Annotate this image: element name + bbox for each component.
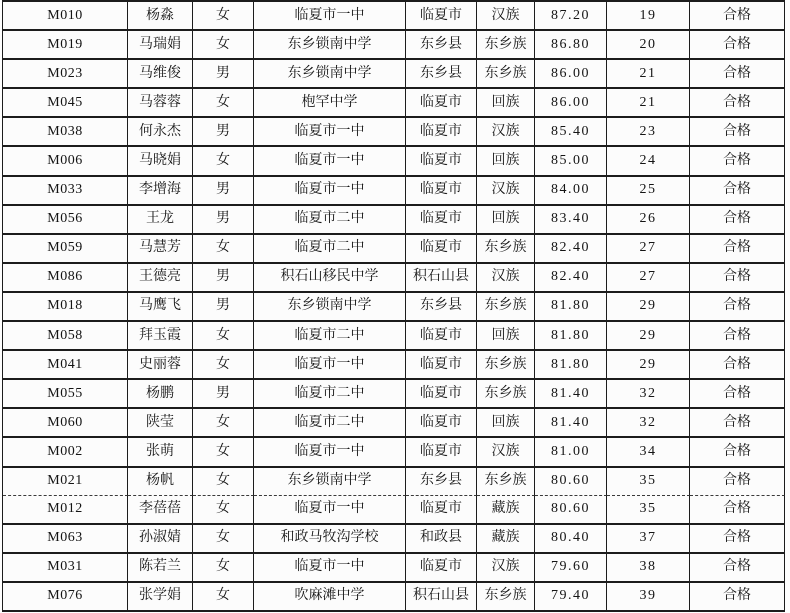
table-body — [3, 2, 785, 612]
cell-name: 张学娟 — [128, 583, 193, 612]
cell-score: 81.00 — [535, 438, 607, 467]
cell-gender: 女 — [193, 322, 254, 351]
cell-school: 临夏市一中 — [254, 2, 406, 31]
cell-candidate-id: M006 — [3, 147, 128, 176]
cell-status-badge: 合格 — [690, 206, 785, 235]
cell-school: 积石山移民中学 — [254, 264, 406, 293]
cell-county: 临夏市 — [406, 380, 477, 409]
cell-ethnicity: 汉族 — [477, 438, 535, 467]
cell-gender: 女 — [193, 525, 254, 554]
cell-name: 马慧芳 — [128, 235, 193, 264]
cell-name: 史丽蓉 — [128, 351, 193, 380]
cell-candidate-id: M056 — [3, 206, 128, 235]
cell-gender: 女 — [193, 235, 254, 264]
cell-name: 马鹰飞 — [128, 293, 193, 322]
cell-ethnicity: 东乡族 — [477, 468, 535, 496]
table-row — [3, 380, 785, 409]
table-row — [3, 322, 785, 351]
cell-name: 何永杰 — [128, 118, 193, 147]
table-row — [3, 468, 785, 496]
cell-candidate-id: M038 — [3, 118, 128, 147]
cell-name: 马维俊 — [128, 60, 193, 89]
cell-school: 临夏市二中 — [254, 380, 406, 409]
cell-county: 和政县 — [406, 525, 477, 554]
cell-score: 86.00 — [535, 60, 607, 89]
cell-school: 临夏市二中 — [254, 322, 406, 351]
cell-school: 临夏市一中 — [254, 554, 406, 583]
cell-name: 杨帆 — [128, 468, 193, 496]
cell-status-badge: 合格 — [690, 177, 785, 206]
cell-ethnicity: 回族 — [477, 322, 535, 351]
cell-score: 86.80 — [535, 31, 607, 60]
cell-name: 杨鹏 — [128, 380, 193, 409]
cell-name: 李增海 — [128, 177, 193, 206]
cell-status-badge: 合格 — [690, 118, 785, 147]
cell-gender: 男 — [193, 60, 254, 89]
cell-name: 杨淼 — [128, 2, 193, 31]
cell-name: 马晓娟 — [128, 147, 193, 176]
cell-score: 86.00 — [535, 89, 607, 118]
cell-name: 马瑞娟 — [128, 31, 193, 60]
cell-gender: 女 — [193, 583, 254, 612]
cell-school: 东乡锁南中学 — [254, 60, 406, 89]
cell-candidate-id: M023 — [3, 60, 128, 89]
cell-ethnicity: 东乡族 — [477, 31, 535, 60]
cell-ethnicity: 汉族 — [477, 177, 535, 206]
cell-rank: 27 — [607, 264, 690, 293]
cell-rank: 37 — [607, 525, 690, 554]
cell-candidate-id: M060 — [3, 409, 128, 438]
cell-school: 临夏市一中 — [254, 118, 406, 147]
cell-county: 东乡县 — [406, 468, 477, 496]
cell-county: 积石山县 — [406, 583, 477, 612]
cell-county: 临夏市 — [406, 438, 477, 467]
cell-score: 85.40 — [535, 118, 607, 147]
qualification-score-table — [2, 0, 785, 612]
cell-status-badge: 合格 — [690, 89, 785, 118]
table-row — [3, 525, 785, 554]
cell-rank: 29 — [607, 322, 690, 351]
table-row — [3, 177, 785, 206]
cell-status-badge: 合格 — [690, 293, 785, 322]
cell-candidate-id: M063 — [3, 525, 128, 554]
cell-rank: 26 — [607, 206, 690, 235]
cell-rank: 34 — [607, 438, 690, 467]
cell-name: 陈若兰 — [128, 554, 193, 583]
cell-county: 临夏市 — [406, 206, 477, 235]
cell-county: 临夏市 — [406, 177, 477, 206]
cell-school: 临夏市一中 — [254, 147, 406, 176]
cell-county: 临夏市 — [406, 554, 477, 583]
cell-gender: 男 — [193, 293, 254, 322]
cell-candidate-id: M012 — [3, 496, 128, 525]
cell-candidate-id: M018 — [3, 293, 128, 322]
cell-gender: 男 — [193, 264, 254, 293]
cell-status-badge: 合格 — [690, 525, 785, 554]
cell-ethnicity: 汉族 — [477, 554, 535, 583]
cell-gender: 女 — [193, 554, 254, 583]
cell-candidate-id: M031 — [3, 554, 128, 583]
cell-ethnicity: 藏族 — [477, 525, 535, 554]
cell-score: 79.40 — [535, 583, 607, 612]
cell-candidate-id: M045 — [3, 89, 128, 118]
cell-score: 81.80 — [535, 322, 607, 351]
cell-rank: 32 — [607, 409, 690, 438]
cell-gender: 女 — [193, 2, 254, 31]
cell-score: 80.40 — [535, 525, 607, 554]
cell-gender: 女 — [193, 89, 254, 118]
cell-ethnicity: 东乡族 — [477, 60, 535, 89]
table-row — [3, 264, 785, 293]
cell-gender: 女 — [193, 147, 254, 176]
cell-ethnicity: 回族 — [477, 89, 535, 118]
cell-score: 84.00 — [535, 177, 607, 206]
cell-ethnicity: 东乡族 — [477, 235, 535, 264]
cell-status-badge: 合格 — [690, 147, 785, 176]
cell-county: 东乡县 — [406, 31, 477, 60]
cell-status-badge: 合格 — [690, 351, 785, 380]
cell-candidate-id: M041 — [3, 351, 128, 380]
table-row — [3, 438, 785, 467]
cell-school: 吹麻滩中学 — [254, 583, 406, 612]
cell-name: 张萌 — [128, 438, 193, 467]
cell-gender: 女 — [193, 351, 254, 380]
table-row — [3, 496, 785, 525]
cell-school: 临夏市二中 — [254, 206, 406, 235]
cell-ethnicity: 回族 — [477, 409, 535, 438]
cell-status-badge: 合格 — [690, 31, 785, 60]
cell-ethnicity: 回族 — [477, 147, 535, 176]
cell-county: 东乡县 — [406, 60, 477, 89]
cell-county: 积石山县 — [406, 264, 477, 293]
cell-ethnicity: 东乡族 — [477, 583, 535, 612]
table-row — [3, 206, 785, 235]
cell-gender: 女 — [193, 438, 254, 467]
cell-candidate-id: M002 — [3, 438, 128, 467]
cell-rank: 35 — [607, 468, 690, 496]
cell-score: 85.00 — [535, 147, 607, 176]
cell-ethnicity: 东乡族 — [477, 380, 535, 409]
cell-name: 李蓓蓓 — [128, 496, 193, 525]
cell-status-badge: 合格 — [690, 468, 785, 496]
cell-score: 83.40 — [535, 206, 607, 235]
cell-rank: 38 — [607, 554, 690, 583]
table-row — [3, 583, 785, 612]
cell-status-badge: 合格 — [690, 60, 785, 89]
cell-county: 临夏市 — [406, 351, 477, 380]
cell-county: 临夏市 — [406, 147, 477, 176]
table-row — [3, 554, 785, 583]
cell-school: 临夏市二中 — [254, 235, 406, 264]
cell-score: 81.40 — [535, 380, 607, 409]
cell-rank: 23 — [607, 118, 690, 147]
cell-status-badge: 合格 — [690, 2, 785, 31]
table-row — [3, 147, 785, 176]
cell-rank: 21 — [607, 60, 690, 89]
cell-gender: 女 — [193, 31, 254, 60]
cell-score: 80.60 — [535, 468, 607, 496]
cell-status-badge: 合格 — [690, 438, 785, 467]
cell-school: 临夏市一中 — [254, 496, 406, 525]
cell-name: 王德亮 — [128, 264, 193, 293]
cell-ethnicity: 汉族 — [477, 2, 535, 31]
cell-school: 枹罕中学 — [254, 89, 406, 118]
cell-gender: 男 — [193, 380, 254, 409]
table-row — [3, 293, 785, 322]
cell-status-badge: 合格 — [690, 583, 785, 612]
table-row — [3, 31, 785, 60]
cell-school: 东乡锁南中学 — [254, 468, 406, 496]
cell-rank: 35 — [607, 496, 690, 525]
cell-candidate-id: M033 — [3, 177, 128, 206]
cell-status-badge: 合格 — [690, 554, 785, 583]
cell-rank: 39 — [607, 583, 690, 612]
cell-score: 80.60 — [535, 496, 607, 525]
cell-county: 临夏市 — [406, 409, 477, 438]
cell-candidate-id: M086 — [3, 264, 128, 293]
cell-score: 79.60 — [535, 554, 607, 583]
cell-score: 81.80 — [535, 351, 607, 380]
cell-status-badge: 合格 — [690, 322, 785, 351]
cell-status-badge: 合格 — [690, 409, 785, 438]
cell-score: 87.20 — [535, 2, 607, 31]
cell-rank: 29 — [607, 293, 690, 322]
cell-status-badge: 合格 — [690, 264, 785, 293]
cell-candidate-id: M010 — [3, 2, 128, 31]
cell-rank: 19 — [607, 2, 690, 31]
cell-ethnicity: 汉族 — [477, 118, 535, 147]
cell-school: 和政马牧沟学校 — [254, 525, 406, 554]
cell-ethnicity: 东乡族 — [477, 351, 535, 380]
cell-ethnicity: 汉族 — [477, 264, 535, 293]
cell-ethnicity: 东乡族 — [477, 293, 535, 322]
cell-gender: 女 — [193, 496, 254, 525]
cell-candidate-id: M021 — [3, 468, 128, 496]
cell-gender: 男 — [193, 206, 254, 235]
cell-school: 临夏市一中 — [254, 177, 406, 206]
cell-name: 陕莹 — [128, 409, 193, 438]
cell-school: 临夏市一中 — [254, 351, 406, 380]
cell-county: 临夏市 — [406, 235, 477, 264]
cell-score: 81.40 — [535, 409, 607, 438]
table-row — [3, 235, 785, 264]
cell-school: 东乡锁南中学 — [254, 31, 406, 60]
table-row — [3, 351, 785, 380]
cell-status-badge: 合格 — [690, 380, 785, 409]
cell-name: 王龙 — [128, 206, 193, 235]
cell-ethnicity: 回族 — [477, 206, 535, 235]
cell-county: 临夏市 — [406, 2, 477, 31]
cell-county: 临夏市 — [406, 118, 477, 147]
cell-ethnicity: 藏族 — [477, 496, 535, 525]
cell-candidate-id: M058 — [3, 322, 128, 351]
cell-rank: 20 — [607, 31, 690, 60]
cell-county: 东乡县 — [406, 293, 477, 322]
cell-rank: 32 — [607, 380, 690, 409]
cell-gender: 男 — [193, 177, 254, 206]
cell-status-badge: 合格 — [690, 496, 785, 525]
cell-school: 临夏市二中 — [254, 409, 406, 438]
cell-candidate-id: M059 — [3, 235, 128, 264]
cell-rank: 24 — [607, 147, 690, 176]
cell-rank: 29 — [607, 351, 690, 380]
cell-rank: 25 — [607, 177, 690, 206]
cell-name: 马蓉蓉 — [128, 89, 193, 118]
cell-name: 孙淑婧 — [128, 525, 193, 554]
table-row — [3, 89, 785, 118]
cell-score: 82.40 — [535, 264, 607, 293]
cell-candidate-id: M019 — [3, 31, 128, 60]
cell-school: 临夏市一中 — [254, 438, 406, 467]
cell-name: 拜玉霞 — [128, 322, 193, 351]
cell-county: 临夏市 — [406, 496, 477, 525]
cell-county: 临夏市 — [406, 322, 477, 351]
table-row — [3, 60, 785, 89]
cell-rank: 27 — [607, 235, 690, 264]
table-row — [3, 409, 785, 438]
cell-gender: 女 — [193, 409, 254, 438]
table-row — [3, 118, 785, 147]
cell-candidate-id: M055 — [3, 380, 128, 409]
cell-county: 临夏市 — [406, 89, 477, 118]
cell-school: 东乡锁南中学 — [254, 293, 406, 322]
cell-rank: 21 — [607, 89, 690, 118]
cell-status-badge: 合格 — [690, 235, 785, 264]
cell-candidate-id: M076 — [3, 583, 128, 612]
cell-gender: 女 — [193, 468, 254, 496]
cell-score: 81.80 — [535, 293, 607, 322]
cell-gender: 男 — [193, 118, 254, 147]
cell-score: 82.40 — [535, 235, 607, 264]
table-row — [3, 2, 785, 31]
